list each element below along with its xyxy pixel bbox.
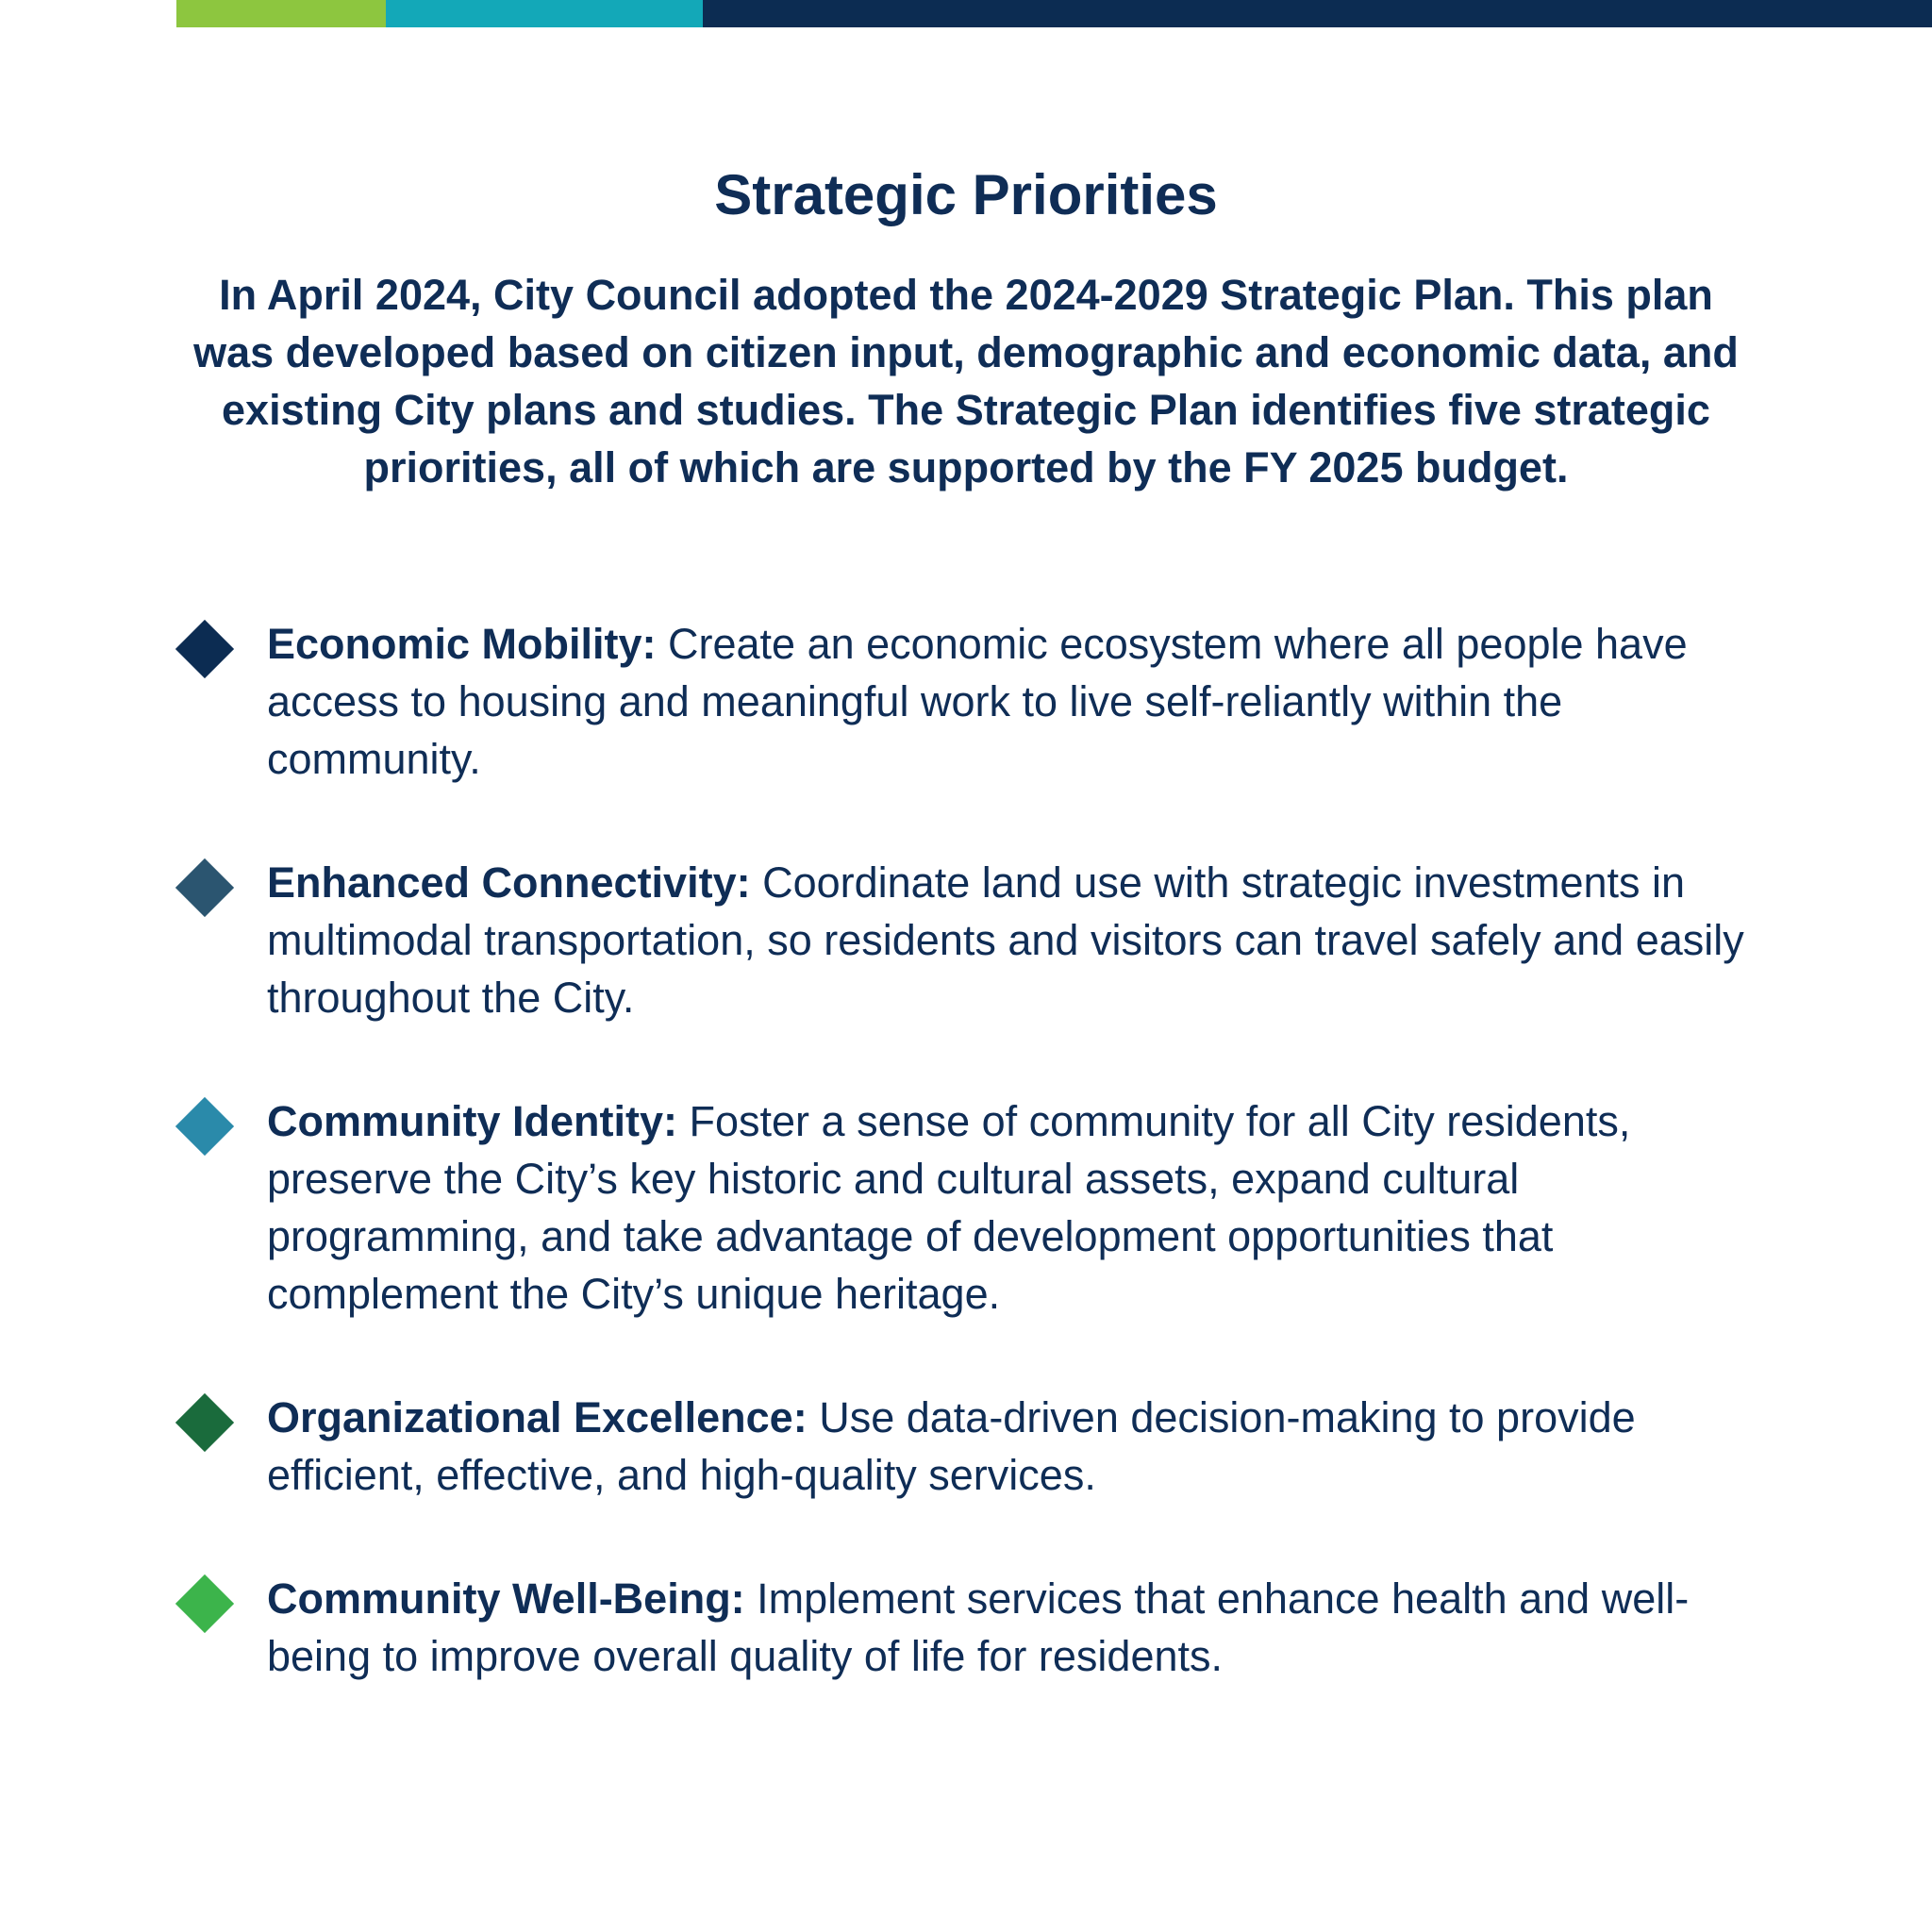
header-bar-navy-segment [703, 0, 1932, 27]
priority-label: Enhanced Connectivity: [267, 858, 751, 907]
header-bar-teal-segment [386, 0, 703, 27]
priority-label: Organizational Excellence: [267, 1393, 808, 1441]
priority-description: Create an economic ecosystem where all people have access to housing and meaningful work to live self-reliantly within the community. [267, 620, 1688, 783]
priority-label: Community Well-Being: [267, 1574, 745, 1623]
page-title: Strategic Priorities [714, 163, 1218, 226]
diamond-icon [175, 858, 234, 917]
priority-item-enhanced-connectivity [176, 854, 1780, 1026]
priority-item-economic-mobility [176, 615, 1780, 788]
intro-paragraph: In April 2024, City Council adopted the 2024-2029 Strategic Plan. This plan was developed based on citizen input, demographic and economic data, and existing City plans and studies. The Strategic Plan identifies five strategic priorities, all of which are supported by the FY 2025 budget. [193, 271, 1739, 491]
priority-list [176, 615, 1780, 1751]
priority-description: Coordinate land use with strategic investments in multimodal transportation, so residents and visitors can travel safely and easily throughout the City. [267, 858, 1744, 1022]
priority-description: Use data-driven decision-making to provide efficient, effective, and high-quality services. [267, 1393, 1636, 1499]
priority-label: Community Identity: [267, 1097, 677, 1145]
priority-item-organizational-excellence [176, 1389, 1780, 1504]
priority-label: Economic Mobility: [267, 620, 657, 668]
diamond-icon [175, 1574, 234, 1633]
diamond-icon [175, 620, 234, 678]
diamond-icon [175, 1097, 234, 1156]
priority-item-community-well-being [176, 1570, 1780, 1685]
header-color-bar [176, 0, 1932, 27]
priority-description: Implement services that enhance health and well-being to improve overall quality of life for residents. [267, 1574, 1690, 1680]
diamond-icon [175, 1393, 234, 1452]
priority-description: Foster a sense of community for all City residents, preserve the City’s key historic and cultural assets, expand cultural programming, and take advantage of development opportunities that complement the City’s unique heritage. [267, 1097, 1631, 1318]
priority-item-community-identity [176, 1092, 1780, 1323]
header-bar-green-segment [176, 0, 386, 27]
